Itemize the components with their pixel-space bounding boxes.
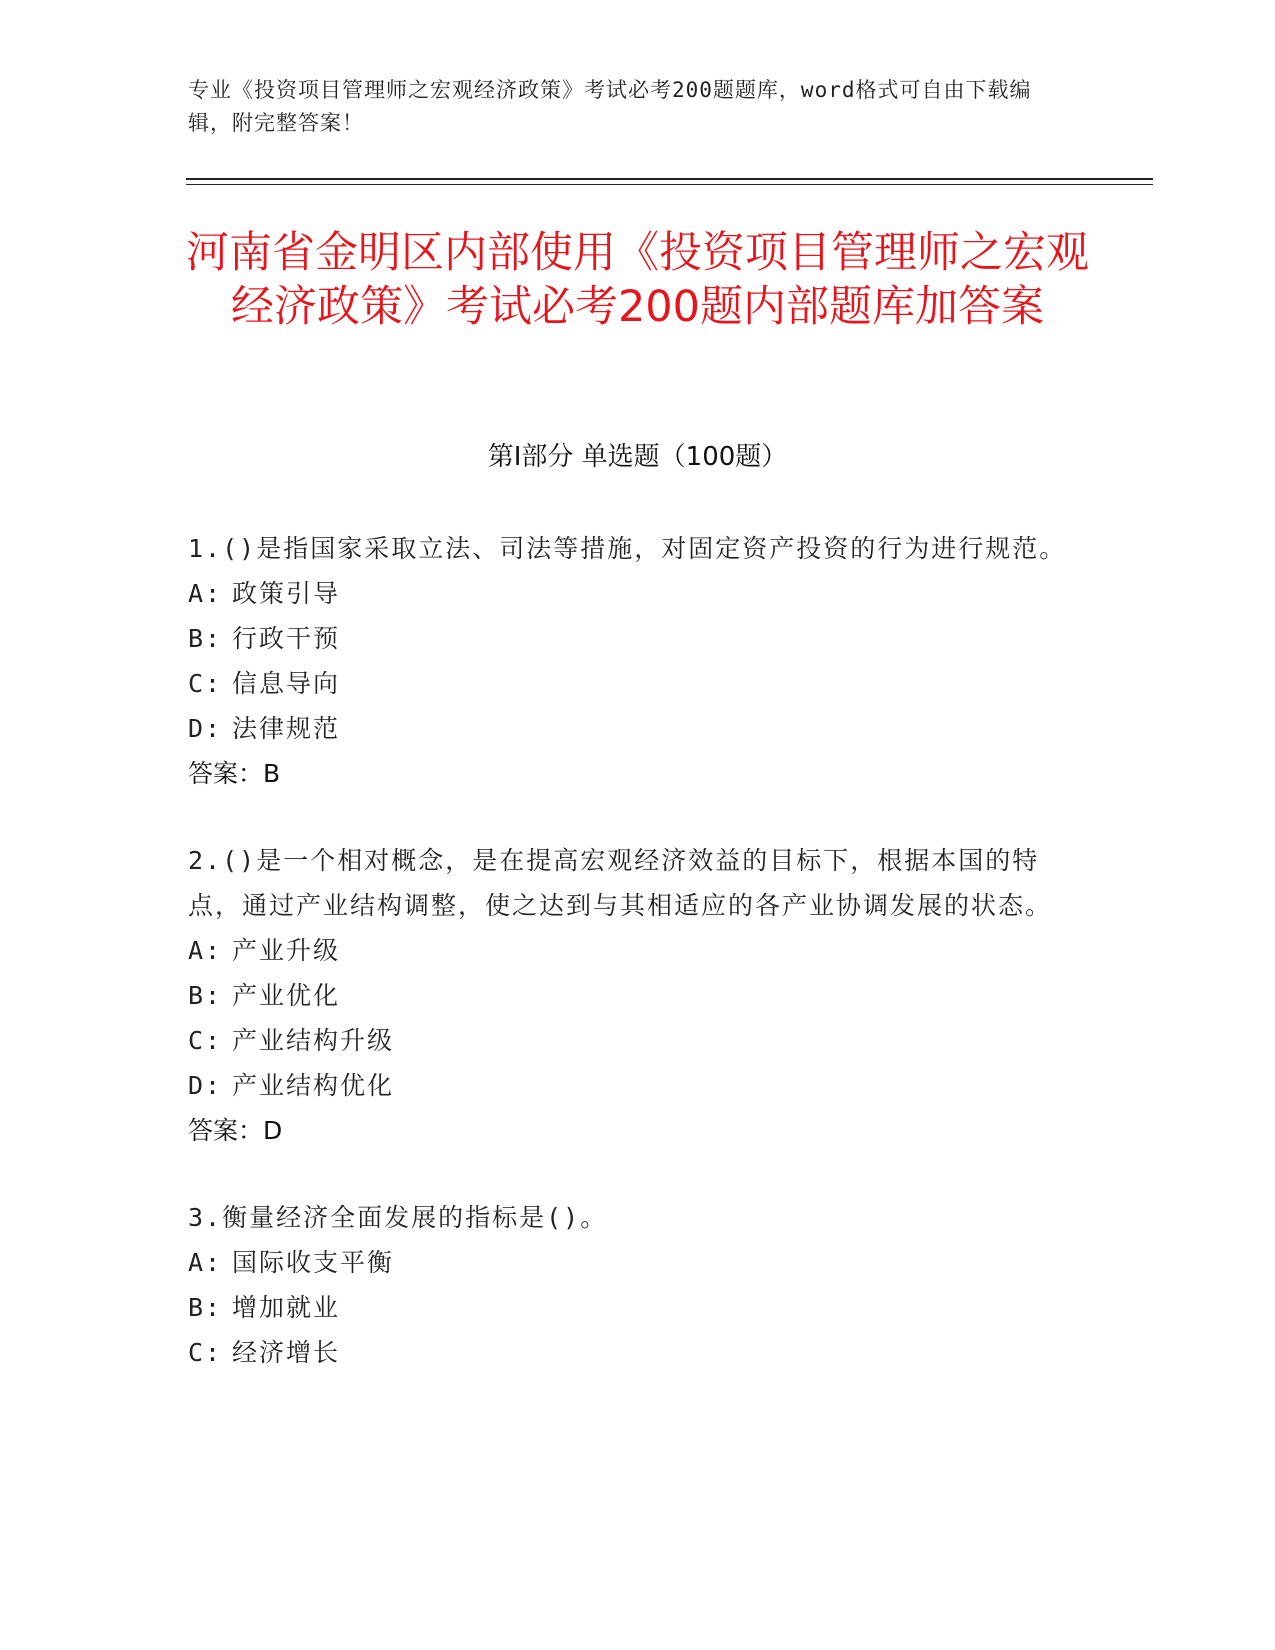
option-a [188,571,1068,616]
option-a [188,1240,1068,1285]
option-text: 产业优化 [232,981,341,1010]
header-rule-thick [186,178,1153,180]
option-text: 行政干预 [232,624,341,653]
question-3 [188,1195,1068,1375]
option-letter: C: [188,1026,223,1055]
question-2 [188,838,1068,1153]
option-letter: D: [188,1071,223,1100]
option-text: 经济增长 [232,1338,341,1367]
option-letter: A: [188,1248,223,1277]
question-stem: 1.()是指国家采取立法、司法等措施，对固定资产投资的行为进行规范。 [188,534,1067,563]
option-b [188,973,1068,1018]
answer-line: 答案：B [188,759,281,788]
question-stem: 2.()是一个相对概念，是在提高宏观经济效益的目标下，根据本国的特点，通过产业结构调整，使之达到与其相适应的各产业协调发展的状态。 [188,846,1053,920]
option-text: 产业升级 [232,936,341,965]
option-text: 产业结构升级 [232,1026,395,1055]
option-c [188,1018,1068,1063]
option-letter: C: [188,669,223,698]
option-letter: B: [188,1293,223,1322]
option-letter: B: [188,981,223,1010]
option-b [188,1285,1068,1330]
option-text: 法律规范 [232,714,341,743]
option-c [188,1330,1068,1375]
option-a [188,928,1068,973]
header-rule-thin [186,184,1153,185]
answer-line: 答案：D [188,1116,283,1145]
option-c [188,661,1068,706]
header-note: 专业《投资项目管理师之宏观经济政策》考试必考200题题库，word格式可自由下载编辑，附完整答案！ [188,78,1032,135]
option-text: 政策引导 [232,579,341,608]
option-text: 国际收支平衡 [232,1248,395,1277]
option-b [188,616,1068,661]
option-text: 信息导向 [232,669,341,698]
option-d [188,706,1068,751]
option-text: 产业结构优化 [232,1071,395,1100]
option-text: 增加就业 [232,1293,341,1322]
option-letter: D: [188,714,223,743]
section-title: 第I部分 单选题（100题） [487,442,788,472]
option-letter: C: [188,1338,223,1367]
option-letter: B: [188,624,223,653]
question-list [188,526,1068,1417]
option-d [188,1063,1068,1108]
document-title: 河南省金明区内部使用《投资项目管理师之宏观经济政策》考试必考200题内部题库加答案 [186,228,1089,332]
question-1 [188,526,1068,796]
option-letter: A: [188,579,223,608]
option-letter: A: [188,936,223,965]
question-stem: 3.衡量经济全面发展的指标是()。 [188,1203,608,1232]
